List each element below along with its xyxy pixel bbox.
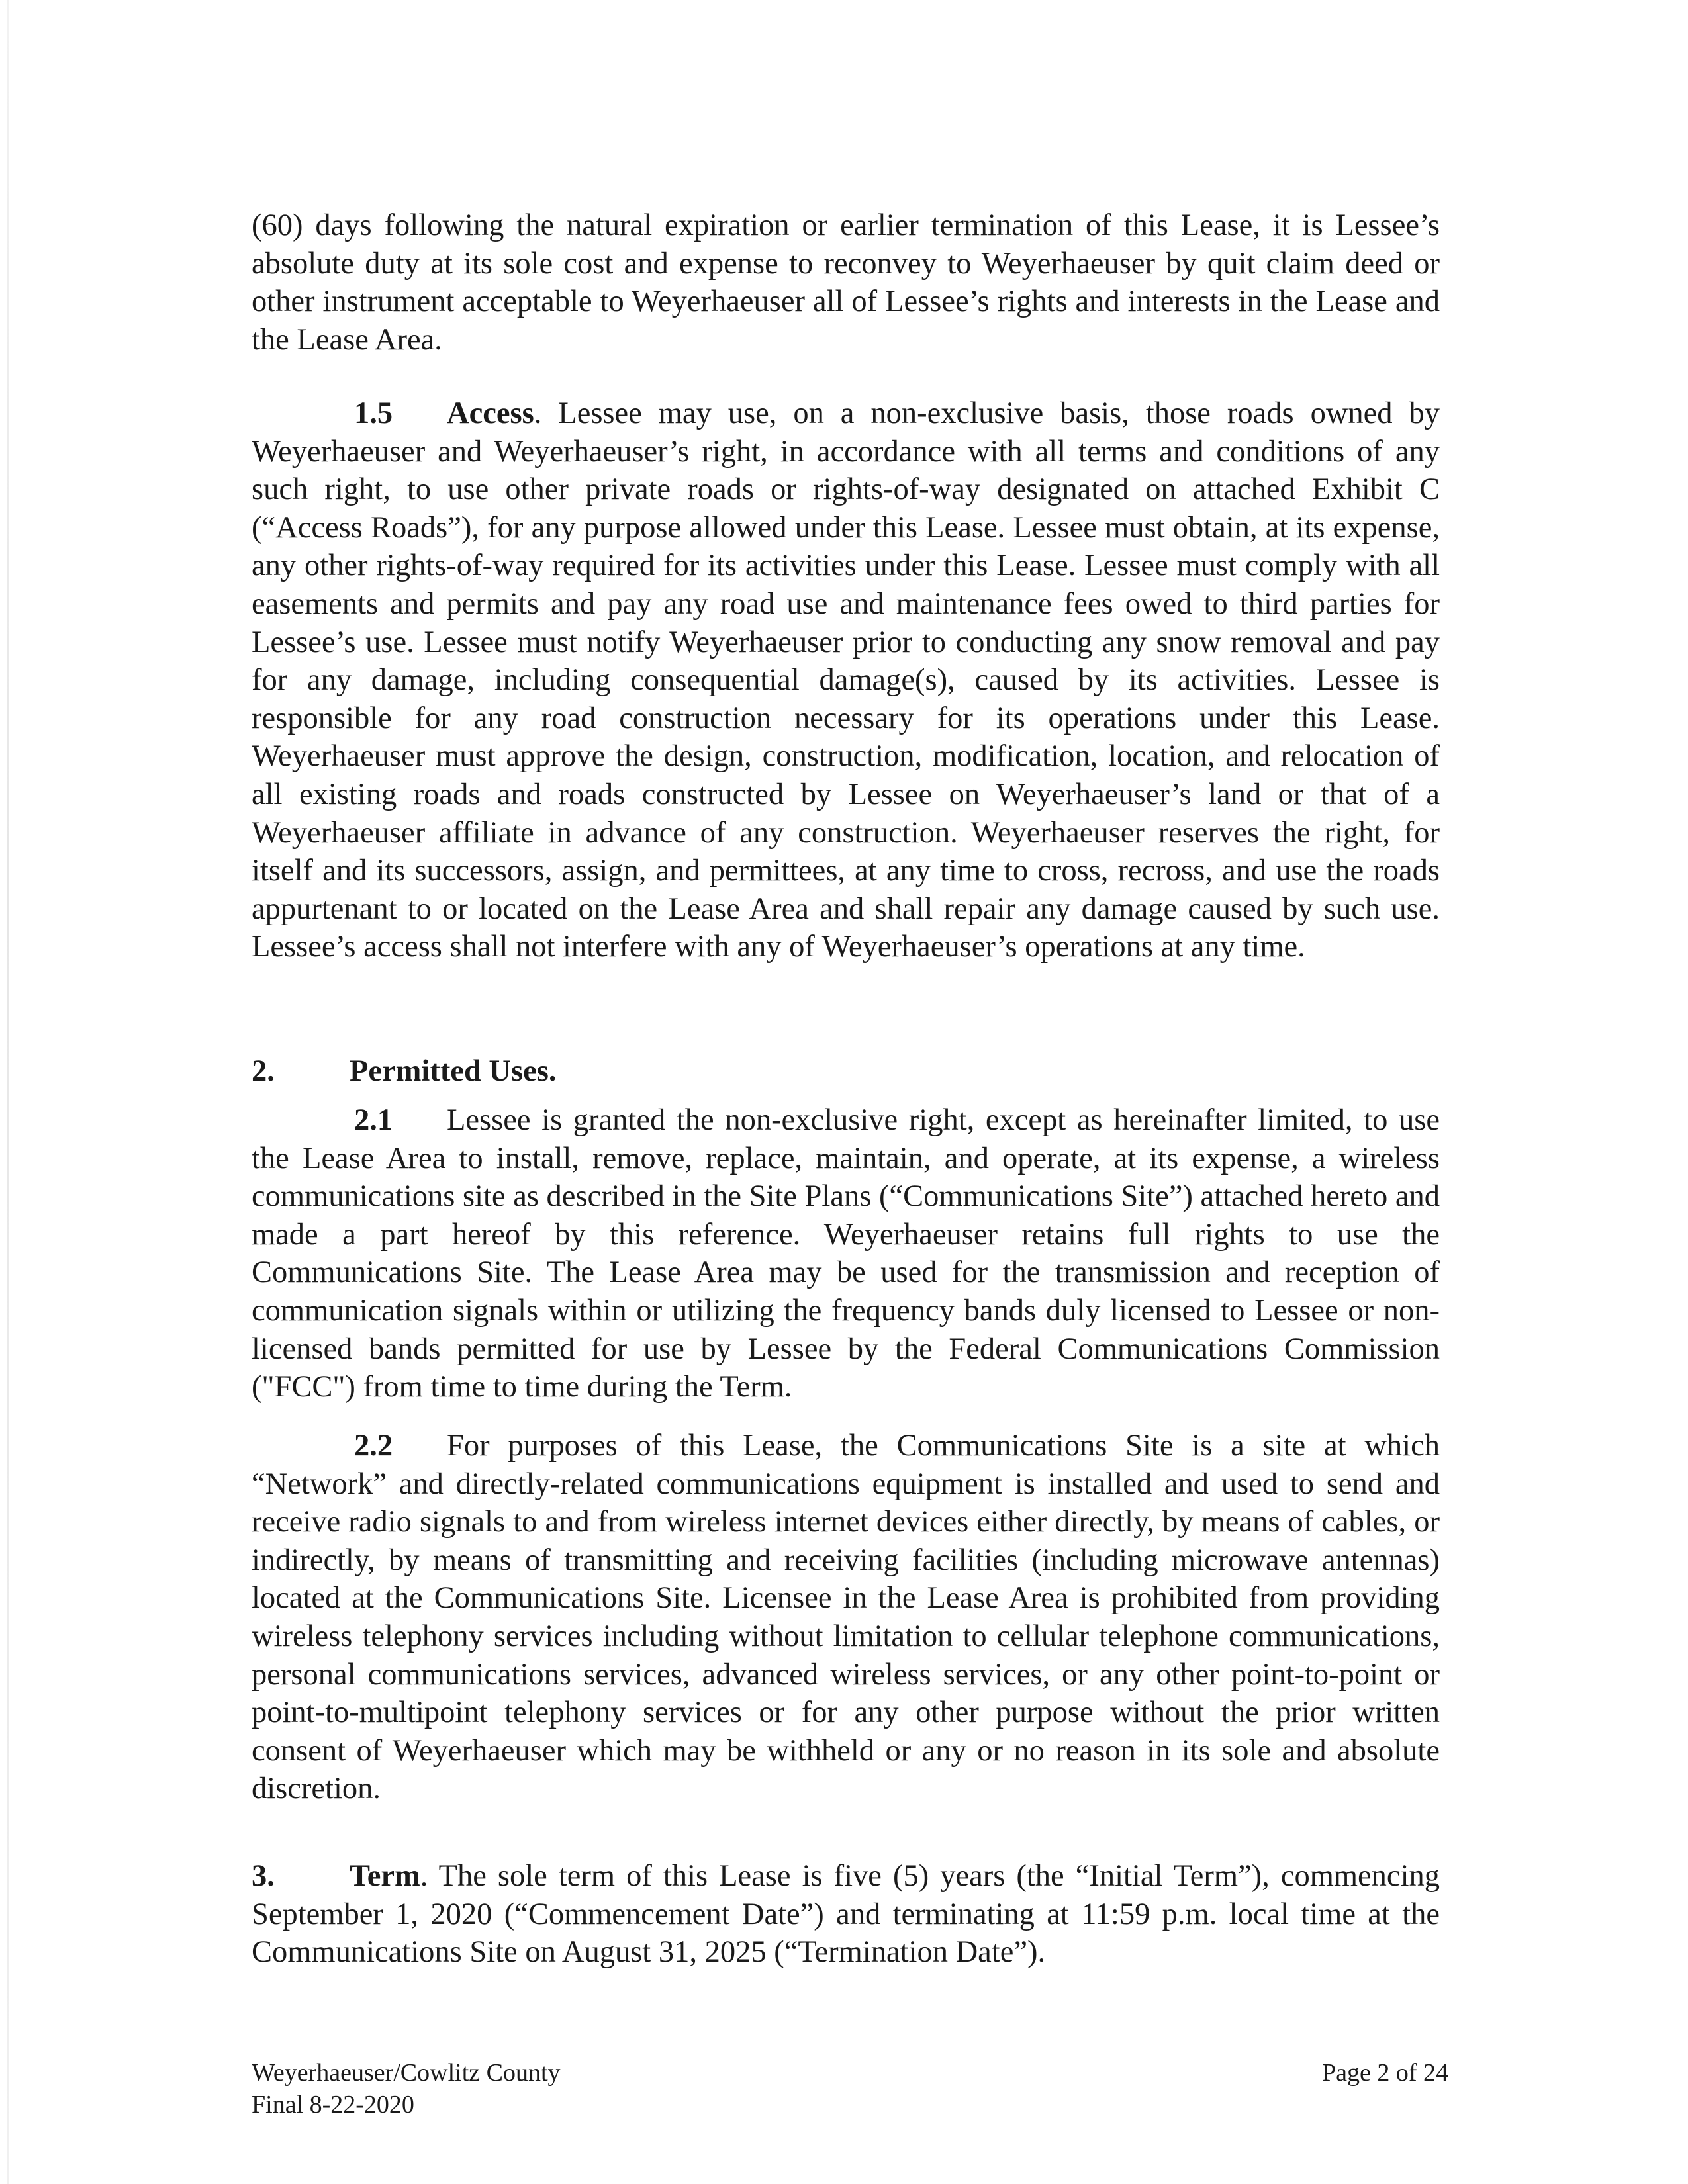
footer-party-line: Weyerhaeuser/Cowlitz County xyxy=(252,2059,561,2087)
section-2-title: Permitted Uses. xyxy=(350,1054,557,1088)
scan-edge-shadow xyxy=(7,0,9,2184)
section-2-2-text: For purposes of this Lease, the Communications Site is a site at which “Network” and directly-related communications equipment is installed and used to send and receive radio signals to and from wireless internet devices either directly, by means of cables, or indirectly, by means of transmitting and receiving facilities (including microwave antennas) located at the Communications Site. Licensee in the Lease Area is prohibited from providing wireless telephony services including without limitation to cellular telephone communications, personal communications services, advanced wireless services, or any other point-to-point or point-to-multipoint telephony services or for any other purpose without the prior written consent of Weyerhaeuser which may be withheld or any or no reason in its sole and absolute discretion. xyxy=(252,1429,1440,1806)
section-2-1-number: 2.1 xyxy=(354,1103,393,1137)
section-2-2-number: 2.2 xyxy=(354,1429,393,1463)
footer-version-line: Final 8-22-2020 xyxy=(252,2091,414,2118)
section-2-2 xyxy=(252,1427,1440,1808)
paragraph-intro xyxy=(252,206,1440,359)
paragraph-intro-text: (60) days following the natural expiration or earlier termination of this Lease, it is Lessee’s absolute duty at its sole cost and expense to reconvey to Weyerhaeuser by quit claim deed or other instrument acceptable to Weyerhaeuser all of Lessee’s rights and interests in the Lease and the Lease Area. xyxy=(252,208,1440,357)
section-2-heading xyxy=(252,1052,556,1091)
section-3-number: 3. xyxy=(252,1859,275,1893)
section-1-5-title: Access xyxy=(447,396,534,430)
section-1-5-text: . Lessee may use, on a non-exclusive basis, those roads owned by Weyerhaeuser and Weyerhaeuser’s right, in accordance with all terms and conditions of any such right, to use other private roads or rights-of-way designated on attached Exhibit C (“Access Roads”), for any purpose allowed under this Lease. Lessee must obtain, at its expense, any other rights-of-way required for its activities under this Lease. Lessee must comply with all easements and permits and pay any road use and maintenance fees owed to third parties for Lessee’s use. Lessee must notify Weyerhaeuser prior to conducting any snow removal and pay for any damage, including consequential damage(s), caused by its activities. Lessee is responsible for any road construction necessary for its operations under this Lease. Weyerhaeuser must approve the design, construction, modification, location, and relocation of all existing roads and roads constructed by Lessee on Weyerhaeuser’s land or that of a Weyerhaeuser affiliate in advance of any construction. Weyerhaeuser reserves the right, for itself and its successors, assign, and permittees, at any time to cross, recross, and use the roads appurtenant to or located on the Lease Area and shall repair any damage caused by such use. Lessee’s access shall not interfere with any of Weyerhaeuser’s operations at any time. xyxy=(252,396,1440,964)
section-3-title: Term xyxy=(350,1859,420,1893)
section-1-5 xyxy=(252,394,1440,966)
section-2-number: 2. xyxy=(252,1054,275,1088)
section-3-text: . The sole term of this Lease is five (5) years (the “Initial Term”), commencing September 1, 2020 (“Commencement Date”) and terminating at 11:59 p.m. local time at the Communications Site on August 31, 2025 (“Termination Date”). xyxy=(252,1859,1440,1970)
section-2-1-text: Lessee is granted the non-exclusive right, except as hereinafter limited, to use the Lease Area to install, remove, replace, maintain, and operate, at its expense, a wireless communications site as described in the Site Plans (“Communications Site”) attached hereto and made a part hereof by this reference. Weyerhaeuser retains full rights to use the Communications Site. The Lease Area may be used for the transmission and reception of communication signals within or utilizing the frequency bands duly licensed to Lessee or non-licensed bands permitted for use by Lessee by the Federal Communications Commission ("FCC") from time to time during the Term. xyxy=(252,1103,1440,1404)
section-1-5-number: 1.5 xyxy=(354,396,393,430)
section-3 xyxy=(252,1857,1440,1972)
footer-left xyxy=(252,2057,561,2120)
section-2-1 xyxy=(252,1101,1440,1406)
footer-page-number: Page 2 of 24 xyxy=(1321,2059,1448,2087)
